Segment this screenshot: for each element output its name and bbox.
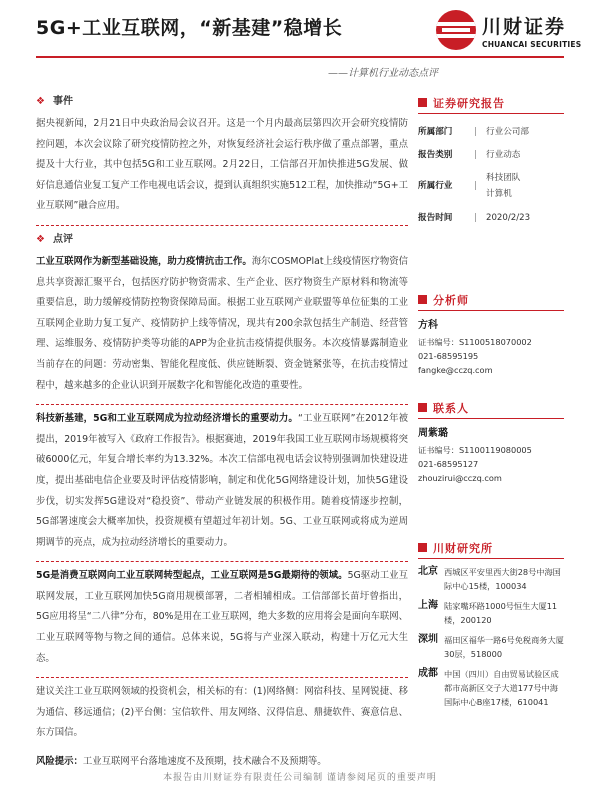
section-comment-label: 点评 <box>52 233 73 245</box>
paragraph-4: 建议关注工业互联网领域的投资机会，相关标的有：(1)网络侧：网宿科技、星网锐捷、移为通信、移远通信；(2)平台侧：宝信软件、用友网络、汉得信息、鼎捷软件、赛意信息、东方国信。 <box>36 686 408 739</box>
report-heading-text: 证券研究报告 <box>433 96 505 110</box>
office-city: 成都 <box>418 668 438 679</box>
contact-card <box>418 427 564 485</box>
square-bullet-icon <box>418 543 427 552</box>
info-row <box>418 143 564 166</box>
report-heading <box>418 92 564 114</box>
contact-phone: 021-68595127 <box>418 459 479 469</box>
page-title: 5G+工业互联网，“新基建”稳增长 <box>36 17 343 39</box>
paragraph-1-body: 海尔COSMOPlat上线疫情医疗物资信息共享资源汇聚平台，包括医疗防护物资需求、生产企业、医疗物资生产原材料和物流等重要信息，助力缓解疫情防控物资保障局面。根据工业互联网产业联盟等单位征集的工业互联网企业助力复工复产、疫情防护上线等情况，现共有200余款包括生产制造、经营管理、运维服务、疫情防护类等功能的APP为企业抗击疫情提供服务。本次疫情暴露制造业当前存在的问题：劳动密集、智能化程度低、供应链断裂、资金链紧张等，在抗击疫情过程中，越来越多的企业认识到开展数字化和智能化改造的重要性。 <box>36 255 408 391</box>
analyst-email[interactable]: fangke@cczq.com <box>418 365 493 375</box>
analyst-heading <box>418 289 564 311</box>
paragraph-1-lead: 工业互联网作为新型基础设施，助力疫情抗击工作。 <box>36 255 252 267</box>
info-key: 报告时间 <box>418 213 453 223</box>
office-heading <box>418 537 564 559</box>
logo-en-text: CHUANCAI SECURITIES <box>482 39 582 49</box>
office-city: 上海 <box>418 600 438 611</box>
info-key: 所属行业 <box>418 181 453 191</box>
info-separator: | <box>474 127 477 137</box>
logo-mark-icon <box>436 10 476 50</box>
info-row <box>418 206 564 229</box>
divider <box>36 404 408 405</box>
analyst-name: 方科 <box>418 320 438 331</box>
info-value: 科技团队 计算机 <box>486 173 521 199</box>
office-address: 陆家嘴环路1000号恒生大厦11楼，200120 <box>444 601 558 625</box>
info-key: 所属部门 <box>418 127 453 137</box>
office-address: 中国（四川）自由贸易试验区成都市高新区交子大道177号中海国际中心B座17楼，610041 <box>444 669 559 707</box>
office-item <box>418 599 564 627</box>
office-address: 福田区福华一路6号免税商务大厦30层，518000 <box>444 635 564 659</box>
office-city: 深圳 <box>418 634 438 645</box>
logo-cn-text: 川财证券 <box>482 15 567 38</box>
section-comment-heading <box>36 230 408 250</box>
risk-lead: 风险提示： <box>36 756 83 768</box>
contact-heading-text: 联系人 <box>433 401 469 415</box>
info-key: 报告类别 <box>418 150 453 160</box>
section-event-heading <box>36 92 408 112</box>
divider <box>36 225 408 226</box>
info-value: 行业公司部 <box>486 127 529 137</box>
sidebar <box>418 92 564 715</box>
info-row <box>418 120 564 143</box>
contact-heading <box>418 397 564 419</box>
contact-cert: 证书编号：S1100119080005 <box>418 445 532 455</box>
paragraph-3-body: 5G驱动工业互联网发展，工业互联网加快5G商用规模部署，二者相辅相成。工信部部长苗圩曾指出，5G应用将呈“二八律”分布，80%是用在工业互联网，绝大多数的应用将会是面向车联网、工业互联网等物与物之间的通信。总体来说，5G将与产业深入联动，构建十万亿元大生态。 <box>36 570 408 664</box>
info-separator: | <box>474 213 477 223</box>
diamond-bullet-icon: ❖ <box>36 95 45 107</box>
page-footer: 本报告由川财证券有限责任公司编制 谨请参阅尾页的重要声明 <box>163 773 437 783</box>
info-value: 2020/2/23 <box>486 213 531 223</box>
analyst-phone: 021-68595195 <box>418 351 479 361</box>
paragraph-3-lead: 5G是消费互联网向工业互联网转型起点，工业互联网是5G最期待的领域。 <box>36 570 348 582</box>
square-bullet-icon <box>418 98 427 107</box>
office-item <box>418 565 564 593</box>
paragraph-1 <box>36 252 408 396</box>
company-logo <box>436 10 581 50</box>
event-paragraph: 据央视新闻，2月21日中央政治局会议召开。这是一个月内最高层第四次开会研究疫情防控问题，本次会议除了研究疫情防控之外，对恢复经济社会运行秩序做了重点部署，重点提及十大行业，其中包括5G和工业互联网。2月22日，工信部召开加快推进5G发展、做好信息通信业复工复产工作电视电话会议，提到认真组织实施512工程，加快推动“5G+工业互联网”融合应用。 <box>36 118 408 212</box>
office-item <box>418 633 564 661</box>
analyst-heading-text: 分析师 <box>433 293 469 307</box>
diamond-bullet-icon: ❖ <box>36 233 45 245</box>
risk-body: 工业互联网平台落地速度不及预期，技术融合不及预期等。 <box>82 756 327 768</box>
analyst-cert: 证书编号：S1100518070002 <box>418 337 532 347</box>
paragraph-3 <box>36 566 408 669</box>
paragraph-2 <box>36 409 408 553</box>
analyst-card <box>418 319 564 377</box>
square-bullet-icon <box>418 295 427 304</box>
page-subtitle: ——计算机行业动态点评 <box>328 68 438 79</box>
office-address: 西城区平安里西大街28号中海国际中心15楼，100034 <box>444 567 561 591</box>
divider <box>36 561 408 562</box>
info-value: 行业动态 <box>486 150 521 160</box>
contact-email[interactable]: zhouzirui@cczq.com <box>418 473 502 483</box>
header-rule <box>36 56 564 58</box>
divider <box>36 677 408 678</box>
square-bullet-icon <box>418 403 427 412</box>
main-column <box>36 92 408 781</box>
office-heading-text: 川财研究所 <box>433 541 493 555</box>
paragraph-2-body: “工业互联网”在2012年被提出，2019年被写入《政府工作报告》。根据赛迪，2019年我国工业互联网市场规模将突破6000亿元，年复合增长率约为13.32%。本次工信部电视电话会议特别强调加快建设进度，提出基础电信企业要及时评估疫情影响，制定和优化5G网络建设计划，加快5G建设步伐，切实发挥5G建设对“稳投资”、带动产业链发展的积极作用。随着疫情逐步控制，5G部署速度会大概率加快，投资规模有望超过年初计划。5G、工业互联网或将成为逆周期调节的亮点，成为拉动经济增长的重要动力。 <box>36 413 408 548</box>
info-row <box>418 166 564 206</box>
info-separator: | <box>474 150 477 160</box>
contact-name: 周紫璐 <box>418 428 448 439</box>
office-item <box>418 667 564 709</box>
info-separator: | <box>474 181 477 191</box>
paragraph-2-lead: 科技新基建，5G和工业互联网成为拉动经济增长的重要动力。 <box>36 413 298 425</box>
office-city: 北京 <box>418 566 438 577</box>
section-event-label: 事件 <box>52 95 73 107</box>
